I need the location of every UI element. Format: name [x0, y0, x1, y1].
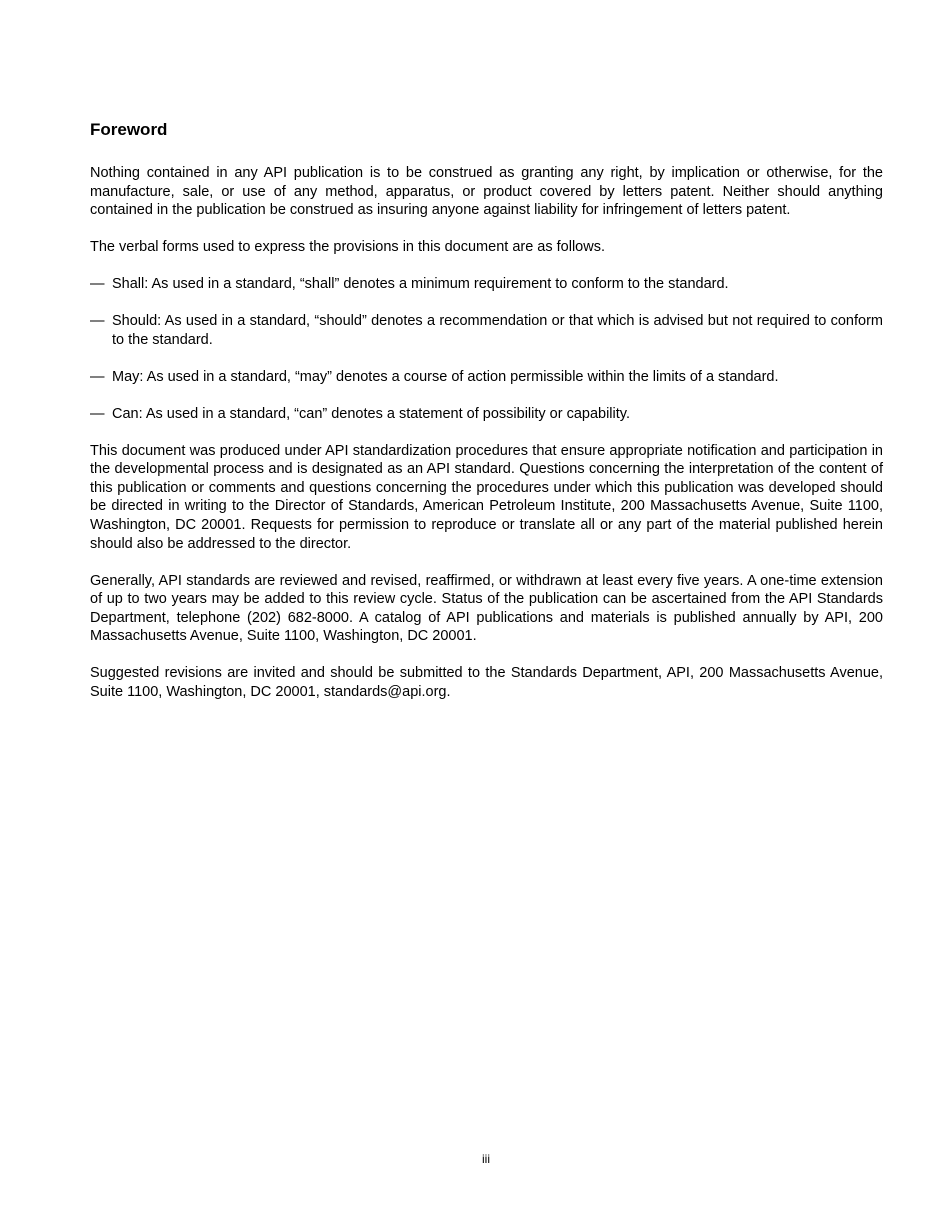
list-item-text: May: As used in a standard, “may” denotes a course of action permissible within the limits of a standard. [112, 368, 779, 385]
list-item-text: Shall: As used in a standard, “shall” denotes a minimum requirement to conform to the standard. [112, 276, 729, 293]
list-item-can [90, 405, 883, 424]
list-item-should [90, 312, 883, 349]
em-dash-marker: — [90, 405, 105, 422]
paragraph-verbal-forms-intro: The verbal forms used to express the provisions in this document are as follows. [90, 239, 605, 256]
list-item-may [90, 368, 883, 387]
em-dash-marker: — [90, 276, 105, 293]
list-item-text: Can: As used in a standard, “can” denotes a statement of possibility or capability. [112, 405, 630, 422]
list-item-text: Should: As used in a standard, “should” denotes a recommendation or that which is advised but not required to conform to the standard. [112, 313, 883, 348]
paragraph-standardization-procedures: This document was produced under API standardization procedures that ensure appropriate notification and participation in the developmental process and is designated as an API standard. Questions concerning the interpretation of the content of this publication or comments and questions concerning the procedures under which this publication was developed should be directed in writing to the Director of Standards, American Petroleum Institute, 200 Massachusetts Avenue, Suite 1100, Washington, DC 20001. Requests for permission to reproduce or translate all or any part of the material published herein should also be addressed to the director. [90, 442, 883, 552]
paragraph-patent-disclaimer: Nothing contained in any API publication is to be construed as granting any right, by implication or otherwise, for the manufacture, sale, or use of any method, apparatus, or product covered by letters patent. Neither should anything contained in the publication be construed as insuring anyone against liability for infringement of letters patent. [90, 165, 883, 219]
page-number: iii [482, 1152, 490, 1166]
list-item-shall [90, 275, 883, 294]
page-title: Foreword [90, 120, 168, 139]
em-dash-marker: — [90, 313, 105, 330]
em-dash-marker: — [90, 368, 105, 385]
paragraph-review-cycle: Generally, API standards are reviewed and revised, reaffirmed, or withdrawn at least every five years. A one-time extension of up to two years may be added to this review cycle. Status of the publication can be ascertained from the API Standards Department, telephone (202) 682-8000. A catalog of API publications and materials is published annually by API, 200 Massachusetts Avenue, Suite 1100, Washington, DC 20001. [90, 572, 883, 645]
paragraph-suggested-revisions: Suggested revisions are invited and should be submitted to the Standards Department, API, 200 Massachusetts Avenue, Suite 1100, Washington, DC 20001, standards@api.org. [90, 665, 883, 700]
page-content [90, 119, 883, 720]
